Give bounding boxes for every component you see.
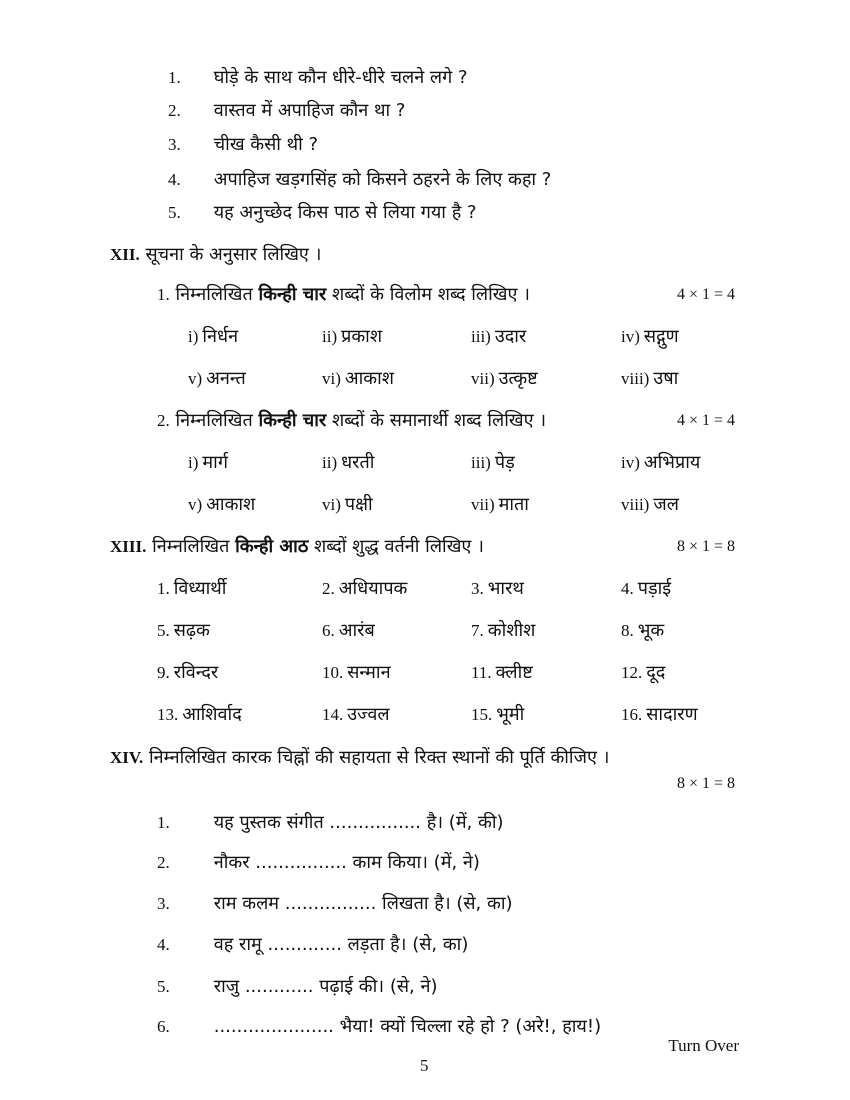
word: जल bbox=[653, 494, 679, 515]
word-item bbox=[621, 619, 664, 643]
word: सढ़क bbox=[173, 620, 210, 641]
word-item bbox=[621, 577, 671, 601]
section-xiv-heading bbox=[110, 746, 609, 770]
word: अनन्त bbox=[206, 368, 246, 389]
word: उषा bbox=[653, 368, 679, 389]
question-text: राजु ............ पढ़ाई की। (से, ने) bbox=[213, 976, 438, 997]
word-item bbox=[471, 367, 538, 391]
word: माता bbox=[498, 494, 529, 515]
question-item bbox=[168, 66, 468, 90]
item-number: 5. bbox=[157, 977, 170, 996]
item-number: 2. bbox=[157, 853, 170, 872]
word: प्रकाश bbox=[341, 326, 383, 347]
item-number: 7. bbox=[471, 621, 484, 640]
item-number: 4. bbox=[168, 170, 181, 189]
instruction-text: शब्दों के विलोम शब्द लिखिए । bbox=[326, 284, 530, 305]
item-number: iii) bbox=[471, 453, 491, 472]
instruction-text: शब्दों के समानार्थी शब्द लिखिए । bbox=[326, 410, 547, 431]
item-number: 1. bbox=[168, 68, 181, 87]
fill-blank-item bbox=[157, 933, 468, 957]
word-item bbox=[157, 619, 210, 643]
instruction-bold: किन्ही आठ bbox=[235, 536, 309, 557]
xii-part1-instruction bbox=[157, 283, 530, 307]
item-number: 6. bbox=[157, 1017, 170, 1036]
word: भूमी bbox=[496, 704, 525, 725]
part-number: 2. bbox=[157, 411, 170, 430]
question-text: राम कलम ................ लिखता है। (से, का) bbox=[213, 893, 513, 914]
item-number: 1. bbox=[157, 579, 170, 598]
word-item bbox=[471, 451, 515, 475]
word-item bbox=[471, 493, 529, 517]
word-item bbox=[322, 619, 375, 643]
item-number: 3. bbox=[157, 894, 170, 913]
word: दूद bbox=[646, 662, 666, 683]
question-item bbox=[168, 168, 551, 192]
xii-part2-instruction bbox=[157, 409, 546, 433]
item-number: vii) bbox=[471, 495, 495, 514]
item-number: i) bbox=[188, 327, 199, 346]
word-item bbox=[471, 577, 524, 601]
marks: 4 × 1 = 4 bbox=[676, 286, 735, 303]
item-number: 4. bbox=[157, 935, 170, 954]
item-number: iv) bbox=[621, 453, 640, 472]
word-item bbox=[322, 703, 390, 727]
item-number: v) bbox=[188, 369, 203, 388]
instruction-text: निम्नलिखित bbox=[175, 284, 259, 305]
section-title: निम्नलिखित कारक चिह्नों की सहायता से रिक्त स्थानों की पूर्ति कीजिए । bbox=[148, 747, 610, 768]
word-item bbox=[322, 451, 374, 475]
word-item bbox=[188, 451, 228, 475]
word: सन्मान bbox=[347, 662, 391, 683]
item-number: 2. bbox=[322, 579, 335, 598]
word-item bbox=[621, 367, 678, 391]
item-number: 15. bbox=[471, 705, 493, 724]
section-numeral: XII. bbox=[110, 245, 140, 264]
turn-over-note: Turn Over bbox=[668, 1036, 739, 1055]
fill-blank-item bbox=[157, 892, 513, 916]
fill-blank-item bbox=[157, 811, 504, 835]
item-number: 2. bbox=[168, 101, 181, 120]
section-numeral: XIII. bbox=[110, 537, 147, 556]
instruction-text: शब्दों शुद्ध वर्तनी लिखिए । bbox=[308, 536, 484, 557]
word: आकाश bbox=[344, 368, 395, 389]
word-item bbox=[188, 367, 246, 391]
item-number: iv) bbox=[621, 327, 640, 346]
question-text: घोड़े के साथ कौन धीरे-धीरे चलने लगे ? bbox=[213, 67, 468, 88]
part-number: 1. bbox=[157, 285, 170, 304]
word-item bbox=[471, 661, 533, 685]
word-item bbox=[322, 577, 407, 601]
word: कोशीश bbox=[487, 620, 536, 641]
item-number: 1. bbox=[157, 813, 170, 832]
item-number: 13. bbox=[157, 705, 179, 724]
fill-blank-item bbox=[157, 851, 480, 875]
item-number: 10. bbox=[322, 663, 344, 682]
word-item bbox=[322, 661, 391, 685]
word-item bbox=[157, 703, 242, 727]
word: आकाश bbox=[206, 494, 256, 515]
question-text: वह रामू ............. लड़ता है। (से, का) bbox=[213, 934, 469, 955]
question-item bbox=[168, 201, 477, 225]
item-number: 12. bbox=[621, 663, 643, 682]
section-xii-heading bbox=[110, 243, 321, 267]
word: रविन्दर bbox=[173, 662, 219, 683]
word: पेड़ bbox=[494, 452, 515, 473]
item-number: 9. bbox=[157, 663, 170, 682]
word-item bbox=[621, 703, 698, 727]
word: भारथ bbox=[487, 578, 524, 599]
word: अभिप्राय bbox=[643, 452, 701, 473]
word: भूक bbox=[637, 620, 665, 641]
word: सादारण bbox=[646, 704, 698, 725]
word-item bbox=[621, 661, 665, 685]
word-item bbox=[471, 619, 535, 643]
word-item bbox=[188, 493, 255, 517]
item-number: ii) bbox=[322, 453, 338, 472]
item-number: ii) bbox=[322, 327, 338, 346]
word-item bbox=[471, 703, 524, 727]
fill-blank-item bbox=[157, 1015, 601, 1039]
question-item bbox=[168, 99, 405, 123]
fill-blank-item bbox=[157, 975, 437, 999]
item-number: 6. bbox=[322, 621, 335, 640]
instruction-bold: किन्ही चार bbox=[258, 284, 327, 305]
item-number: vi) bbox=[322, 495, 341, 514]
word: निर्धन bbox=[202, 326, 239, 347]
word: मार्ग bbox=[202, 452, 228, 473]
page-number: 5 bbox=[420, 1056, 429, 1075]
question-text: ..................... भैया! क्यों चिल्ला रहे हो ? (अरे!, हाय!) bbox=[213, 1016, 602, 1037]
instruction-text: निम्नलिखित bbox=[152, 536, 236, 557]
item-number: 5. bbox=[168, 203, 181, 222]
word-item bbox=[322, 367, 394, 391]
question-text: अपाहिज खड़गसिंह को किसने ठहरने के लिए कहा ? bbox=[213, 169, 552, 190]
question-item bbox=[168, 133, 318, 157]
marks: 8 × 1 = 8 bbox=[676, 538, 735, 555]
item-number: iii) bbox=[471, 327, 491, 346]
section-title: सूचना के अनुसार लिखिए । bbox=[145, 244, 322, 265]
instruction-text: निम्नलिखित bbox=[175, 410, 259, 431]
word-item bbox=[157, 661, 218, 685]
item-number: viii) bbox=[621, 495, 650, 514]
item-number: 3. bbox=[471, 579, 484, 598]
item-number: 4. bbox=[621, 579, 634, 598]
item-number: 8. bbox=[621, 621, 634, 640]
word: धरती bbox=[341, 452, 375, 473]
word: आरंब bbox=[338, 620, 375, 641]
word: क्लीष्ट bbox=[495, 662, 533, 683]
item-number: 5. bbox=[157, 621, 170, 640]
instruction-bold: किन्ही चार bbox=[258, 410, 327, 431]
word: उदार bbox=[494, 326, 527, 347]
marks: 8 × 1 = 8 bbox=[676, 775, 735, 792]
item-number: viii) bbox=[621, 369, 650, 388]
word-item bbox=[621, 493, 679, 517]
word: पड़ाई bbox=[637, 578, 672, 599]
item-number: i) bbox=[188, 453, 199, 472]
question-text: यह अनुच्छेद किस पाठ से लिया गया है ? bbox=[213, 202, 477, 223]
word-item bbox=[188, 325, 238, 349]
item-number: 3. bbox=[168, 135, 181, 154]
word-item bbox=[621, 325, 679, 349]
item-number: vii) bbox=[471, 369, 495, 388]
word-item bbox=[322, 493, 373, 517]
question-text: वास्तव में अपाहिज कौन था ? bbox=[213, 100, 406, 121]
question-text: चीख कैसी थी ? bbox=[213, 134, 319, 155]
item-number: 14. bbox=[322, 705, 344, 724]
word: विध्यार्थी bbox=[173, 578, 227, 599]
item-number: 16. bbox=[621, 705, 643, 724]
word-item bbox=[157, 577, 226, 601]
word: पक्षी bbox=[344, 494, 373, 515]
item-number: vi) bbox=[322, 369, 341, 388]
item-number: 11. bbox=[471, 663, 492, 682]
word: सद्गुण bbox=[643, 326, 679, 347]
item-number: v) bbox=[188, 495, 203, 514]
word-item bbox=[471, 325, 526, 349]
question-text: नौकर ................ काम किया। (में, ने) bbox=[213, 852, 480, 873]
marks: 4 × 1 = 4 bbox=[676, 412, 735, 429]
word: उज्वल bbox=[347, 704, 390, 725]
word: आशिर्वाद bbox=[182, 704, 242, 725]
section-numeral: XIV. bbox=[110, 748, 144, 767]
section-xiii-heading bbox=[110, 535, 484, 559]
word: उत्कृष्ट bbox=[498, 368, 538, 389]
word-item bbox=[621, 451, 700, 475]
word-item bbox=[322, 325, 382, 349]
word: अधियापक bbox=[338, 578, 408, 599]
question-text: यह पुस्तक संगीत ................ है। (में, की) bbox=[213, 812, 504, 833]
